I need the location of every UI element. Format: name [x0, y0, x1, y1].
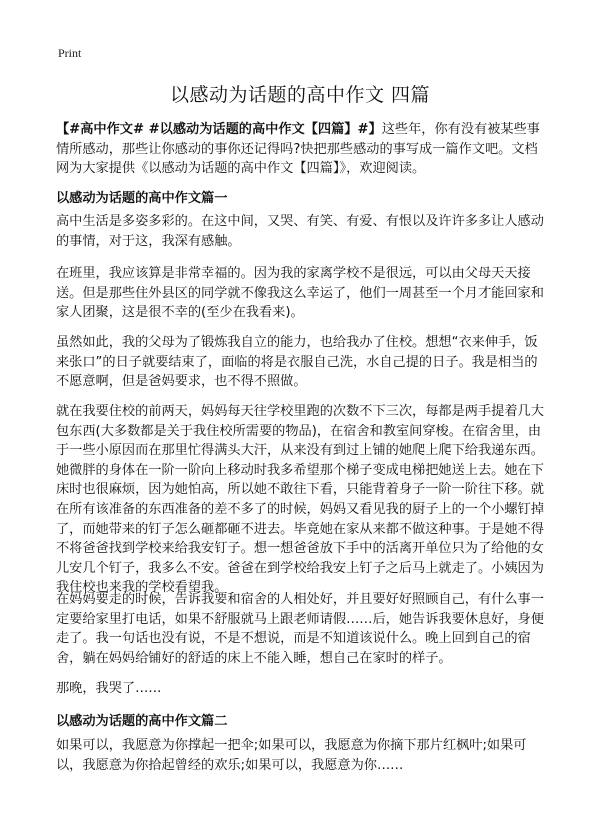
paragraph-5: 在妈妈要走的时候，告诉我要和宿舍的人相处好，并且要好好照顾自己，有什么事一定要给家里打电话，如果不舒服就马上跟老师请假……后，她告诉我要休息好，身便走了。我一句话也没有说，不是不想说，而是不知道该说什么。晚上回到自己的宿舍，躺在妈妈给铺好的舒适的床上不能入睡，想自己在家时的样子。 [56, 592, 544, 666]
page-title: 以感动为话题的高中作文 四篇 [169, 84, 431, 106]
paragraph-1: 高中生活是多姿多彩的。在这中间，又哭、有笑、有爱、有恨以及许许多多让人感动的事情，对于这，我深有感触。 [56, 214, 544, 249]
section-heading-1: 以感动为话题的高中作文篇一 [56, 191, 228, 206]
paragraph-6: 那晚，我哭了…… [56, 681, 162, 696]
paragraph-7: 如果可以，我愿意为你撑起一把伞;如果可以，我愿意为你摘下那片红枫叶;如果可以，我愿意为你拾起曾经的欢乐;如果可以，我愿意为你…… [56, 738, 527, 773]
print-link[interactable]: Print [58, 46, 82, 60]
paragraph-4: 就在我要住校的前两天，妈妈每天往学校里跑的次数不下三次，每都是两手提着几大包东西(大多数都是关于我住校所需要的物品)，在宿舍和教室间穿梭。在宿舍里，由于一些小原因而在那里忙得满头大汗，从来没有到过上铺的她爬上爬下给我递东西。她微胖的身体在一阶一阶向上移动时我多希望那个梯子变成电梯把她送上去。她在下床时也很麻烦，因为她怕高，所以她不敢往下看，只能背着身子一阶一阶往下移。就在所有该准备的东西准备的差不多了的时候，妈妈又看见我的厨子上的一个小螺钉掉了，而她带来的钉子怎么砸都砸不进去。毕竟她在家从来都不做这种事。于是她不得不将爸爸找到学校来给我安钉子。想一想爸爸放下手中的活离开单位只为了给他的女儿安几个钉子，我多么不安。爸爸在到学校给我安上钉子之后马上就走了。小姨因为我住校也来我的学校看望我。 [56, 404, 544, 596]
intro-text: 这些年，你有没有被某些事情所感动，那些让你感动的事你还记得吗?快把那些感动的事写成一篇作文吧。文档网为大家提供《以感动为话题的高中作文【四篇】》，欢迎阅读。 [56, 122, 540, 176]
intro-paragraph [56, 120, 548, 179]
section-heading-2: 以感动为话题的高中作文篇二 [56, 714, 228, 729]
paragraph-3: 虽然如此，我的父母为了锻炼我自立的能力，也给我办了住校。想想“衣来伸手，饭来张口”的日子就要结束了，面临的将是衣服自己洗，水自己提的日子。我是相当的不愿意啊，但是爸妈要求，也不得不照做。 [56, 335, 538, 390]
paragraph-2: 在班里，我应该算是非常幸福的。因为我的家离学校不是很远，可以由父母天天接送。但是那些住外县区的同学就不像我这么幸运了，他们一周甚至一个月才能回家和家人团聚，这是很不幸的(至少在我看来)。 [56, 266, 544, 321]
intro-tags: 【#高中作文# #以感动为话题的高中作文【四篇】#】 [56, 122, 382, 137]
